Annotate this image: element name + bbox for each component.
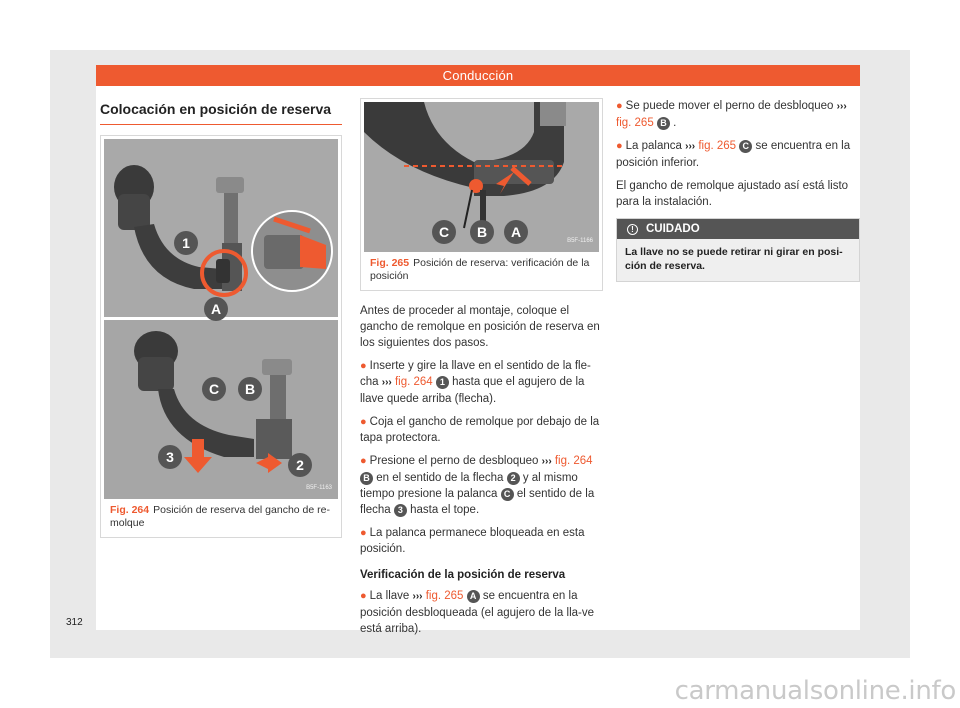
check-1: ● La llave ››› fig. 265 A se encuentra en la posición desbloqueada (el agujero de la lla-ve está arriba). [360,590,594,635]
check-2: ● Se puede mover el perno de desbloqueo ››› fig. 265 B . [616,100,847,129]
label-a: A [510,224,522,240]
bullet-icon: ● [360,590,367,602]
bullet-icon: ● [616,140,623,152]
intro-paragraph: Antes de proceder al montaje, coloque el gancho de remolque en posición de reserva en los siguientes dos pasos. [360,305,600,349]
marker-b: B [657,117,670,130]
subheading: Verificación de la posición de reserva [360,569,566,581]
arrows-icon: ››› [685,141,696,152]
middle-column [360,98,603,644]
step-4: ● La palanca permanece bloqueada en esta posición. [360,527,585,555]
warning-icon: ! [627,224,638,235]
left-column [100,98,342,538]
arrows-icon: ››› [412,591,423,602]
figure-ref-link[interactable]: fig. 264 [394,376,433,388]
arrows-icon: ››› [541,456,552,467]
bullet-icon: ● [360,360,367,372]
figure-ref-link[interactable]: fig. 265 [425,590,464,602]
label-1: 1 [182,235,190,251]
label-a: A [210,301,222,317]
label-b: B [476,224,488,240]
figure-caption-text: Posición de reserva: verificación de la posición [370,257,590,282]
caution-title: CUIDADO [646,223,700,235]
figure-caption-text: Posición de reserva del gancho de re-molque [110,504,330,529]
bullet-icon: ● [360,455,367,467]
figure-ref-link[interactable]: fig. 265 [616,117,654,129]
marker-2: 2 [507,472,520,485]
caution-text: La llave no se puede retirar ni girar en posi-ción de reserva. [617,239,859,281]
figure-264 [100,135,342,538]
ready-paragraph: El gancho de remolque ajustado así está listo para la instalación. [616,180,849,208]
watermark: carmanualsonline.info [674,676,956,706]
chapter-header: Conducción [96,65,860,86]
label-3: 3 [166,449,174,465]
towbar-check-illustration [364,102,599,252]
step-3: ● Presione el perno de desbloqueo ››› fig. 264 B en el sentido de la flecha 2 y al mismo tiempo presione la palanca C el sentido de la flecha 3 hasta el tope. [360,455,595,516]
marker-3: 3 [394,504,407,517]
label-c: C [438,224,450,240]
figure-code: B5F-1163 [306,485,332,491]
figure-caption [364,252,599,287]
step-2: ● Coja el gancho de remolque por debajo de la tapa protectora. [360,416,600,444]
label-c: C [208,381,220,397]
marker-b: B [360,472,373,485]
figure-264-image [104,139,338,499]
figure-number: Fig. 264 [110,504,150,516]
figure-265 [360,98,603,291]
figure-ref-link[interactable]: fig. 264 [554,455,593,467]
marker-c: C [739,140,752,153]
marker-a: A [467,590,480,603]
caution-header [617,219,859,239]
arrows-icon: ››› [836,101,847,112]
marker-1: 1 [436,376,449,389]
label-b: B [244,381,256,397]
bullet-icon: ● [360,416,367,428]
step-1: ● Inserte y gire la llave en el sentido de la fle-cha ››› fig. 264 1 hasta que el agujero de la llave quede arriba (flecha). [360,360,591,405]
figure-code: B5F-1166 [567,238,593,244]
arrows-icon: ››› [381,377,392,388]
figure-ref-link[interactable]: fig. 265 [698,140,737,152]
page-number: 312 [66,617,83,628]
marker-c: C [501,488,514,501]
towbar-illustration [104,139,338,499]
caution-box [616,218,860,282]
bullet-icon: ● [360,527,367,539]
right-column [616,98,860,282]
check-3: ● La palanca ››› fig. 265 C se encuentra en la posición inferior. [616,140,851,169]
figure-number: Fig. 265 [370,257,410,269]
label-2: 2 [296,457,304,473]
bullet-icon: ● [616,100,623,112]
figure-265-image [364,102,599,252]
section-title: Colocación en posición de reserva [100,98,342,125]
figure-caption [104,499,338,534]
